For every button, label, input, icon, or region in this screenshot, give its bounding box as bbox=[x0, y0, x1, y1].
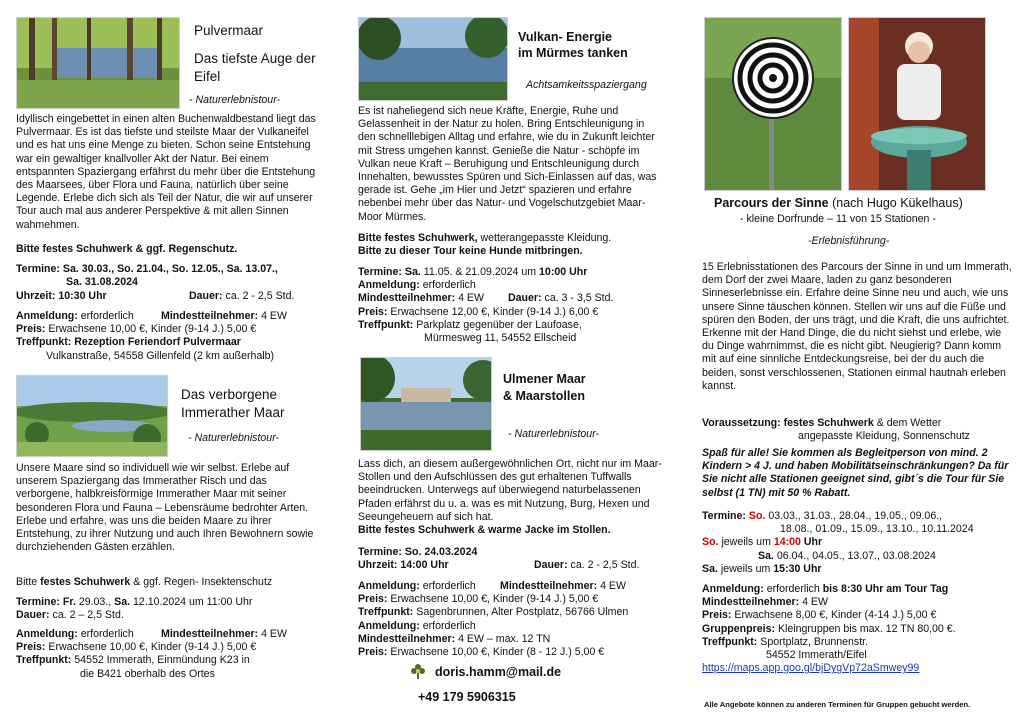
pulvermaar-termine-b: Sa. 31.08.2024 bbox=[66, 276, 138, 289]
immerath-treff-b: die B421 oberhalb des Ortes bbox=[80, 667, 215, 680]
ulmen-body: Lass dich, an diesem außergewöhnlichen Ort, nicht nur im Maar-Stollen und den Aufschlüssen des gut erhaltenen Tuffwalls beeindrucken. Unterwegs auf überwiegend naturbelassenen Pfaden erfährst du u. a. was es mit Nutzung, Burg, Hexen und Seeungeheuern auf sich hat. bbox=[358, 458, 662, 523]
parcours-termine-label: Termine: bbox=[702, 510, 746, 522]
immerath-subtitle: - Naturerlebnistour- bbox=[188, 432, 280, 444]
parcours-spass-bold: Spaß für alle! bbox=[702, 447, 770, 459]
immerath-termine-1: 29.03., bbox=[78, 596, 112, 608]
parcours-so1: So. bbox=[748, 510, 766, 522]
parcours-treff-b: 54552 Immerath/Eifel bbox=[766, 649, 867, 662]
parcours-so-time-b: 14:00 bbox=[773, 536, 801, 549]
vulkan-note-c: Bitte zu dieser Tour keine Hunde mitbringen. bbox=[358, 245, 583, 258]
pulvermaar-headline: Das tiefste Auge der Eifel bbox=[194, 51, 316, 84]
parcours-subtitle: -Erlebnisführung- bbox=[808, 235, 890, 247]
parcours-vor-bold: festes Schuhwerk bbox=[783, 417, 874, 429]
ulmen-uhrzeit: Uhrzeit: 14:00 Uhr bbox=[358, 559, 449, 572]
immerath-anmeldung-label: Anmeldung: bbox=[16, 628, 78, 640]
ulmen-min: 4 EW bbox=[600, 580, 626, 592]
pulvermaar-termine-label: Termine: bbox=[16, 263, 60, 275]
pulvermaar-anmeldung-label: Anmeldung: bbox=[16, 310, 78, 322]
parcours-voraussetzung bbox=[702, 417, 1012, 443]
ulmen-termine bbox=[358, 546, 663, 572]
vulkan-treff-a: Parkplatz gegenüber der Laufoase, bbox=[416, 318, 582, 331]
vulkan-preis: Erwachsene 12,00 €, Kinder (9-14 J.) 6,00 € bbox=[390, 305, 599, 318]
ulmen-photo bbox=[360, 357, 492, 451]
pulvermaar-details bbox=[16, 310, 316, 363]
parcours-footer: Alle Angebote können zu anderen Terminen für Gruppen gebucht werden. bbox=[704, 700, 971, 709]
flower-icon bbox=[410, 663, 426, 683]
immerath-note-a: Bitte bbox=[16, 576, 38, 588]
pulvermaar-uhrzeit-row bbox=[16, 290, 316, 303]
parcours-vor-a: & dem Wetter bbox=[876, 417, 942, 429]
parcours-sa-time-a: jeweils um bbox=[720, 562, 771, 575]
immerath-note-c: & ggf. Regen- Insektenschutz bbox=[133, 576, 273, 588]
vulkan-dauer: ca. 3 - 3,5 Std. bbox=[544, 292, 614, 305]
parcours-title: Parcours der Sinne bbox=[714, 196, 829, 210]
immerath-headline-b: Immerather Maar bbox=[181, 405, 285, 420]
column-left bbox=[16, 0, 316, 724]
vulkan-subtitle: Achtsamkeitsspaziergang bbox=[526, 79, 647, 91]
immerath-body: Unsere Maare sind so individuell wie wir selbst. Erlebe auf unserem Spaziergang das Immerather Risch und das verborgene, halbkreisförmige Immerather Maar mit seiner besonderen Flora und Fauna – Lebensräume bedrohter Arten. Erlebe und erfahre, was uns die beiden Maare zu ihrer Entstehung, zu ihrer Nutzung und auch Ihren Bewohnern sowie durchziehenden Gästen erzählen. bbox=[16, 462, 314, 554]
ulmen-anmeldung2-label: Anmeldung: bbox=[358, 619, 420, 632]
pulvermaar-subtitle: - Naturerlebnistour- bbox=[189, 94, 281, 106]
parcours-preis: Erwachsene 8,00 €, Kinder (4-14 J.) 5,00 € bbox=[734, 609, 937, 622]
vulkan-details bbox=[358, 266, 663, 345]
parcours-spass-text: Sie kommen als Begleitperson von mind. 2 Kindern > 4 J. und haben Mobilitätseinschränkungen? Da für Sie nicht alle Stationen geeignet sind, gibt´s die Tour für Sie selbst (1 TN) mit 50 % Rabatt. bbox=[702, 447, 1009, 499]
pulvermaar-treff-b: Vulkanstraße, 54558 Gillenfeld (2 km außerhalb) bbox=[46, 349, 275, 362]
spiral-disc-photo bbox=[704, 17, 842, 191]
parcours-anmeldung-label: Anmeldung: bbox=[702, 583, 764, 595]
parcours-title-row bbox=[714, 197, 963, 210]
parcours-dates2: 18.08., 01.09., 15.09., 13.10., 10.11.2024 bbox=[780, 523, 974, 536]
vulkan-termine-2: 10:00 Uhr bbox=[539, 266, 588, 278]
ulmen-min-label: Mindestteilnehmer: bbox=[500, 580, 598, 592]
parcours-preis-label: Preis: bbox=[702, 609, 732, 622]
parcours-anmeldung-b: bis 8:30 Uhr am Tour Tag bbox=[822, 583, 949, 595]
immerath-termine bbox=[16, 596, 316, 622]
pulvermaar-photo bbox=[16, 17, 180, 109]
parcours-sa-dates: 06.04., 04.05., 13.07., 03.08.2024 bbox=[776, 549, 936, 562]
ulmen-dauer: ca. 2 - 2,5 Std. bbox=[570, 559, 640, 572]
ulmen-headline-b: & Maarstollen bbox=[503, 389, 585, 403]
parcours-title-suffix: (nach Hugo Kükelhaus) bbox=[832, 196, 963, 210]
pulvermaar-anmeldung: erforderlich bbox=[80, 310, 134, 322]
vulkan-termine-1: 11.05. & 21.09.2024 um bbox=[423, 266, 537, 278]
parcours-dates1: 03.03., 31.03., 28.04., 19.05., 09.06., bbox=[768, 510, 943, 522]
contact-email[interactable]: doris.hamm@mail.de bbox=[434, 664, 562, 679]
ulmen-dauer-label: Dauer: bbox=[534, 559, 568, 572]
immerath-treff-a: 54552 Immerath, Einmündung K23 in bbox=[74, 654, 250, 667]
immerath-treff-label: Treffpunkt: bbox=[16, 654, 72, 667]
vulkan-note-b: wetterangepasste Kleidung. bbox=[480, 232, 612, 244]
pulvermaar-name: Pulvermaar bbox=[194, 23, 264, 38]
immerath-headline-a: Das verborgene bbox=[181, 387, 278, 402]
parcours-anmeldung-a: erforderlich bbox=[766, 583, 820, 595]
parcours-vor-b: angepasste Kleidung, Sonnenschutz bbox=[798, 430, 970, 443]
pulvermaar-dauer-label: Dauer: bbox=[189, 290, 223, 302]
parcours-treff-label: Treffpunkt: bbox=[702, 635, 758, 648]
vulkan-headline-b: im Mürmes tanken bbox=[518, 46, 628, 60]
ulmen-termine: So. 24.03.2024 bbox=[404, 546, 478, 558]
parcours-sa2: Sa. bbox=[702, 562, 718, 575]
immerath-photo bbox=[16, 375, 168, 457]
parcours-gruppen-label: Gruppenpreis: bbox=[702, 622, 775, 635]
parcours-line2: - kleine Dorfrunde – 11 von 15 Stationen - bbox=[740, 213, 936, 225]
vulkan-anmeldung-label: Anmeldung: bbox=[358, 279, 420, 292]
immerath-note bbox=[16, 576, 316, 589]
parcours-details bbox=[702, 583, 1012, 675]
parcours-vor-label: Voraussetzung: bbox=[702, 417, 781, 429]
parcours-min: 4 EW bbox=[802, 596, 828, 609]
immerath-termine-2: 12.10.2024 bbox=[133, 596, 187, 608]
parcours-so-time-c: Uhr bbox=[803, 536, 823, 549]
vulkan-photo bbox=[358, 17, 508, 101]
pulvermaar-treff-a: Rezeption Feriendorf Pulvermaar bbox=[74, 336, 241, 349]
ulmen-termine-label: Termine: bbox=[358, 546, 402, 558]
vulkan-min: 4 EW bbox=[458, 292, 484, 305]
vulkan-termine-sa: Sa. bbox=[404, 266, 421, 278]
vulkan-note bbox=[358, 232, 663, 258]
immerath-termine-sa: Sa. bbox=[114, 596, 131, 608]
parcours-so2: So. bbox=[702, 536, 719, 549]
immerath-anmeldung: erforderlich bbox=[80, 628, 134, 640]
parcours-map-link[interactable]: https://maps.app.goo.gl/bjDygVp72aSmwey99 bbox=[702, 662, 920, 675]
immerath-note-b: festes Schuhwerk bbox=[40, 576, 131, 588]
vulkan-note-a: Bitte festes Schuhwerk, bbox=[358, 232, 478, 244]
parcours-spass bbox=[702, 447, 1012, 500]
immerath-dauer-label: Dauer: bbox=[16, 609, 50, 622]
ulmen-min2-label: Mindestteilnehmer: bbox=[358, 632, 456, 645]
ulmen-anmeldung-label: Anmeldung: bbox=[358, 580, 420, 592]
ulmen-preis2-label: Preis: bbox=[358, 646, 388, 659]
parcours-sa-time-b: 15:30 Uhr bbox=[773, 562, 822, 575]
ulmen-treff-label: Treffpunkt: bbox=[358, 606, 414, 619]
vulkan-treff-label: Treffpunkt: bbox=[358, 318, 414, 331]
vulkan-headline-a: Vulkan- Energie bbox=[518, 30, 613, 44]
immerath-termine-3: um 11:00 Uhr bbox=[189, 596, 253, 608]
parcours-min-label: Mindestteilnehmer: bbox=[702, 596, 800, 609]
vulkan-dauer-label: Dauer: bbox=[508, 292, 542, 305]
column-middle bbox=[358, 0, 663, 724]
pulvermaar-treff-label: Treffpunkt: bbox=[16, 336, 72, 349]
parcours-termine bbox=[702, 510, 1012, 576]
ulmen-preis: Erwachsene 10,00 €, Kinder (9-14 J.) 5,00 € bbox=[390, 593, 599, 606]
parcours-sa-label: Sa. bbox=[758, 549, 774, 562]
immerath-min-label: Mindestteilnehmer: bbox=[161, 628, 259, 640]
ulmen-min2: 4 EW – max. 12 TN bbox=[458, 632, 551, 645]
vulkan-treff-b: Mürmesweg 11, 54552 Ellscheid bbox=[424, 332, 577, 345]
pulvermaar-note: Bitte festes Schuhwerk & ggf. Regenschutz. bbox=[16, 243, 238, 255]
parcours-body: 15 Erlebnisstationen des Parcours der Sinne in und um Immerath, dem Dorf der zwei Maare, laden zu ganz besonderen Sinneserlebnisse ein. Erfahre deine Sinne neu und auch, wie uns unsere Sinne täuschen können. Stellen wir uns auf die Füße und spüren den Boden, der uns trägt, und die Kraft, die uns aufrichtet. Erkenne mit der Hand Dinge, die du nicht siehst und erlebe, wie du Dinge wahrnimmst, die es nicht gibt. Neugierig? Dann komm mit auf eine sinnliche Entdeckungsreise, bei der du auch die beiden, sonst verschlossenen, Stationen einmal hautnah erleben kannst. bbox=[702, 261, 1012, 392]
immerath-termine-fr: Fr. bbox=[62, 596, 76, 608]
parcours-gruppen: Kleingruppen bis max. 12 TN 80,00 €. bbox=[777, 622, 956, 635]
ulmen-treff: Sagenbrunnen, Alter Postplatz, 56766 Ulmen bbox=[416, 606, 629, 619]
immerath-termine-label: Termine: bbox=[16, 596, 60, 608]
vulkan-anmeldung: erforderlich bbox=[422, 279, 476, 292]
pulvermaar-min: 4 EW bbox=[261, 310, 287, 322]
vulkan-preis-label: Preis: bbox=[358, 305, 388, 318]
ulmen-note: Bitte festes Schuhwerk & warme Jacke im Stollen. bbox=[358, 524, 611, 536]
ulmen-headline-a: Ulmener Maar bbox=[503, 372, 586, 386]
ulmen-anmeldung2: erforderlich bbox=[422, 619, 476, 632]
immerath-details bbox=[16, 628, 316, 681]
pulvermaar-min-label: Mindestteilnehmer: bbox=[161, 310, 259, 322]
pulvermaar-body: Idyllisch eingebettet in einen alten Buchenwaldbestand liegt das Pulvermaar. Es ist das tiefste und steilste Maar der Vulkaneifel und es hat uns eine Menge zu bieten. Schon seine Entstehung war ein gewaltiger knallvoller Akt der Natur. Bei einem entspannten Spaziergang erfährst du mehr über die Entstehung des Maarsees, über Flora und Fauna, natürlich über seine Legende. Erlebe dich sich als Teil der Natur, die wir auf unserer Tour auch mal aus anderer Perspektive & mit allen Sinnen wahmehmen. bbox=[16, 113, 316, 231]
pulvermaar-uhrzeit: Uhrzeit: 10:30 Uhr bbox=[16, 290, 107, 302]
immerath-dauer: ca. 2 – 2,5 Std. bbox=[52, 609, 124, 622]
person-bowl-photo bbox=[848, 17, 986, 191]
immerath-preis-label: Preis: bbox=[16, 641, 46, 654]
ulmen-anmeldung: erforderlich bbox=[422, 580, 476, 592]
pulvermaar-dauer: ca. 2 - 2,5 Std. bbox=[225, 290, 295, 302]
immerath-preis: Erwachsene 10,00 €, Kinder (9-14 J.) 5,00 € bbox=[48, 641, 257, 654]
contact-phone[interactable]: +49 179 5906315 bbox=[418, 690, 516, 704]
vulkan-min-label: Mindestteilnehmer: bbox=[358, 292, 456, 305]
pulvermaar-termine-a: Sa. 30.03., So. 21.04., So. 12.05., Sa. 13.07., bbox=[62, 263, 278, 275]
immerath-min: 4 EW bbox=[261, 628, 287, 640]
parcours-treff-a: Sportplatz, Brunnenstr. bbox=[760, 635, 869, 648]
pulvermaar-preis-label: Preis: bbox=[16, 323, 46, 336]
vulkan-body: Es ist naheliegend sich neue Kräfte, Energie, Ruhe und Gelassenheit in der Natur zu holen. Bring Entschleunigung in den schnelllebigen Alltag und erfahre, wie du in Zukunft leichter mit Stress umgehen kannst. Genieße die Natur - schöpfe im Vulkan neue Kraft – Beruhigung und Entschleunigung durch Innehalten, bewusstes Spüren und Sich-Einlassen auf das, was gerade ist. Gehe „im Hier und Jetzt“ spazieren und erfahre nebenbei mehr über das Natur- und Vogelschutzgebiet Maar-Moor Mürmes. bbox=[358, 105, 657, 223]
ulmen-preis2: Erwachsene 10,00 €, Kinder (8 - 12 J.) 5,00 € bbox=[390, 646, 605, 659]
column-right bbox=[702, 0, 1012, 724]
contact-email-row bbox=[410, 663, 561, 683]
ulmen-subtitle: - Naturerlebnistour- bbox=[508, 428, 600, 440]
pulvermaar-termine bbox=[16, 263, 316, 289]
vulkan-termine-label: Termine: bbox=[358, 266, 402, 278]
ulmen-details bbox=[358, 580, 663, 659]
pulvermaar-preis: Erwachsene 10,00 €, Kinder (9-14 J.) 5,00 € bbox=[48, 323, 257, 336]
ulmen-preis-label: Preis: bbox=[358, 593, 388, 606]
parcours-so-time-a: jeweils um bbox=[721, 536, 771, 549]
